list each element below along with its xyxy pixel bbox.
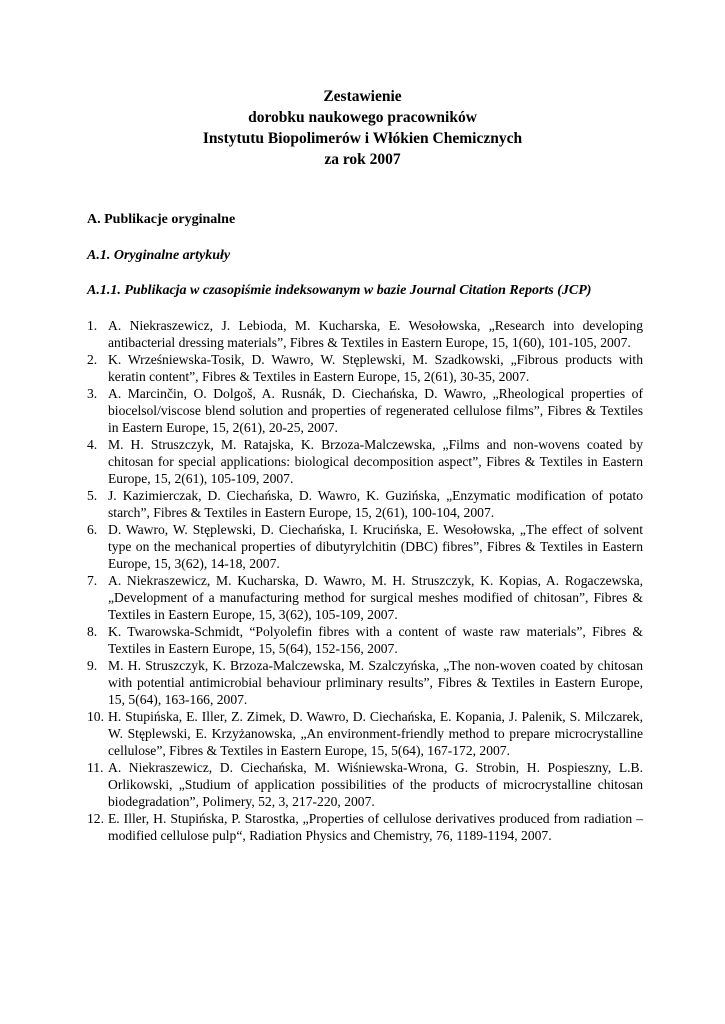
list-item	[87, 351, 643, 385]
list-item-number: 4.	[87, 437, 98, 452]
list-item-text: H. Stupińska, E. Iller, Z. Zimek, D. Wawro, D. Ciechańska, E. Kopania, J. Palenik, S. Milczarek, W. Stęplewski, E. Krzyżanowska, „An environment-friendly method to prepare microcrystalline cellulose”, Fibres & Textiles in Eastern Europe, 15, 5(64), 167-172, 2007.	[108, 709, 643, 758]
list-item-number: 2.	[87, 352, 98, 367]
list-item-text: M. H. Struszczyk, M. Ratajska, K. Brzoza-Malczewska, „Films and non-wovens coated by chitosan for special applications: biological decomposition aspect”, Fibres & Textiles in Eastern Europe, 15, 2(61), 105-109, 2007.	[108, 437, 643, 486]
list-item	[87, 317, 643, 351]
list-item-number: 11.	[87, 760, 104, 775]
list-item	[87, 759, 643, 810]
list-item	[87, 708, 643, 759]
list-item	[87, 572, 643, 623]
list-item-text: K. Wrześniewska-Tosik, D. Wawro, W. Stęplewski, M. Szadkowski, „Fibrous products with keratin content”, Fibres & Textiles in Eastern Europe, 15, 2(61), 30-35, 2007.	[108, 352, 643, 384]
list-item-text: M. H. Struszczyk, K. Brzoza-Malczewska, M. Szalczyńska, „The non-woven coated by chitosan with potential antimicrobial behaviour prliminary results”, Fibres & Textiles in Eastern Europe, 15, 5(64), 163-166, 2007.	[108, 658, 643, 707]
list-item-number: 6.	[87, 522, 98, 537]
list-item-text: E. Iller, H. Stupińska, P. Starostka, „Properties of cellulose derivatives produced from radiation – modified cellulose pulp“, Radiation Physics and Chemistry, 76, 1189-1194, 2007.	[108, 811, 643, 843]
list-item	[87, 487, 643, 521]
list-item-number: 12.	[87, 811, 104, 826]
section-heading-publications: A. Publikacje oryginalne	[87, 212, 236, 227]
title-line-1: Zestawienie	[323, 88, 402, 105]
list-item-number: 7.	[87, 573, 98, 588]
title-line-2: dorobku naukowego pracowników	[248, 109, 477, 126]
list-item	[87, 657, 643, 708]
list-item-text: K. Twarowska-Schmidt, “Polyolefin fibres with a content of waste raw materials”, Fibres & Textiles in Eastern Europe, 15, 5(64), 152-156, 2007.	[108, 624, 643, 656]
list-item-text: A. Marcinčin, O. Dolgoš, A. Rusnák, D. Ciechańska, D. Wawro, „Rheological properties of biocelsol/viscose blend solution and properties of regenerated cellulose films”, Fibres & Textiles in Eastern Europe, 15, 2(61), 20-25, 2007.	[108, 386, 643, 435]
list-item	[87, 623, 643, 657]
document-title	[0, 86, 725, 170]
publication-list	[87, 317, 643, 844]
list-item-text: D. Wawro, W. Stęplewski, D. Ciechańska, I. Krucińska, E. Wesołowska, „The effect of solvent type on the mechanical properties of dibutyrylchitin (DBC) fibres”, Fibres & Textiles in Eastern Europe, 15, 3(62), 14-18, 2007.	[108, 522, 643, 571]
list-item	[87, 436, 643, 487]
list-item	[87, 810, 643, 844]
section-heading-jcr-publications: A.1.1. Publikacja w czasopiśmie indeksowanym w bazie Journal Citation Reports (JCP)	[87, 283, 592, 298]
list-item-number: 5.	[87, 488, 98, 503]
list-item-text: A. Niekraszewicz, J. Lebioda, M. Kucharska, E. Wesołowska, „Research into developing antibacterial dressing materials”, Fibres & Textiles in Eastern Europe, 15, 1(60), 101-105, 2007.	[108, 318, 643, 350]
list-item-number: 10.	[87, 709, 104, 724]
title-line-3: Instytutu Biopolimerów i Włókien Chemicznych	[202, 130, 523, 147]
list-item	[87, 521, 643, 572]
list-item-number: 9.	[87, 658, 98, 673]
list-item-text: A. Niekraszewicz, D. Ciechańska, M. Wiśniewska-Wrona, G. Strobin, H. Pospieszny, L.B. Orlikowski, „Studium of application possibilities of the products of microcrystalline chitosan biodegradation”, Polimery, 52, 3, 217-220, 2007.	[108, 760, 643, 809]
list-item-number: 3.	[87, 386, 98, 401]
list-item-number: 1.	[87, 318, 98, 333]
title-line-4: za rok 2007	[324, 151, 401, 168]
list-item-text: J. Kazimierczak, D. Ciechańska, D. Wawro, K. Guzińska, „Enzymatic modification of potato starch”, Fibres & Textiles in Eastern Europe, 15, 2(61), 100-104, 2007.	[108, 488, 643, 520]
list-item-text: A. Niekraszewicz, M. Kucharska, D. Wawro, M. H. Struszczyk, K. Kopias, A. Rogaczewska, „Development of a manufacturing method for surgical meshes modified of chitosan”, Fibres & Textiles in Eastern Europe, 15, 3(62), 105-109, 2007.	[108, 573, 643, 622]
list-item	[87, 385, 643, 436]
section-heading-original-articles: A.1. Oryginalne artykuły	[87, 248, 231, 263]
list-item-number: 8.	[87, 624, 98, 639]
